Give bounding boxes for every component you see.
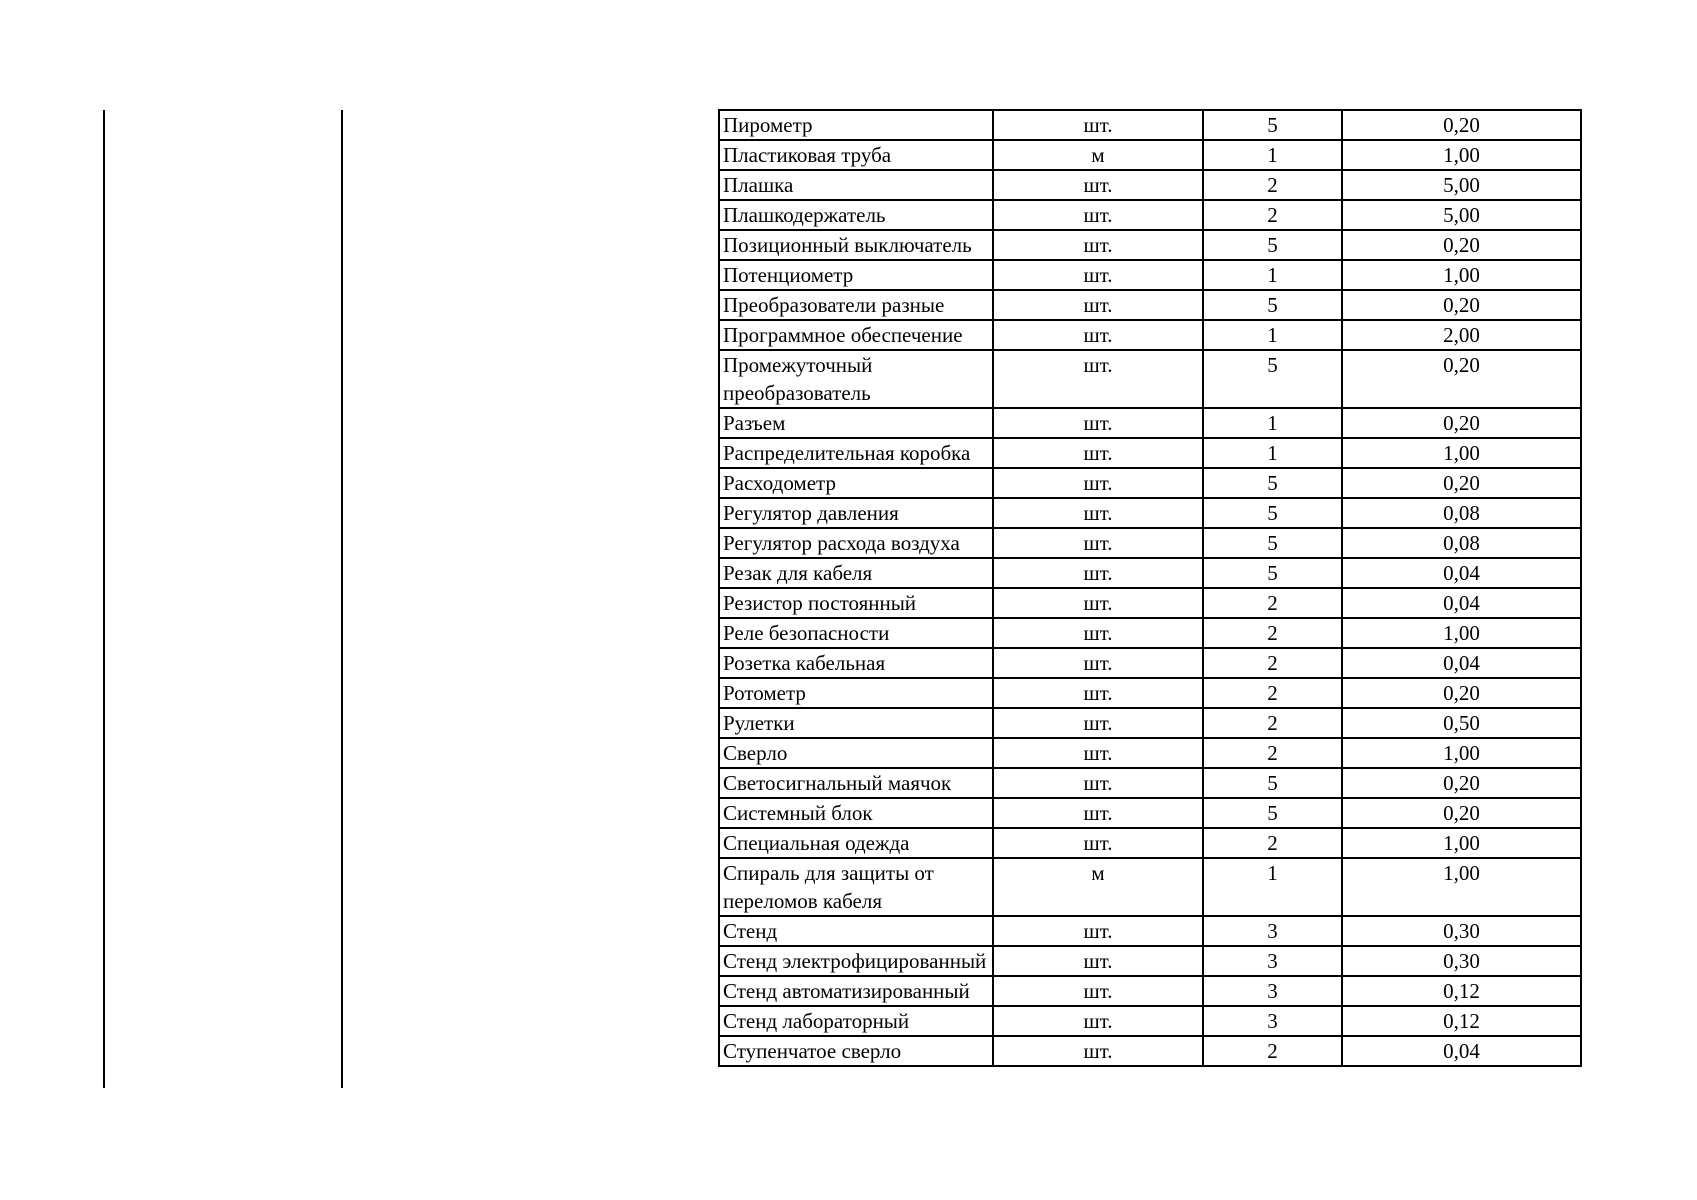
- value-cell: 1,00: [1342, 858, 1581, 916]
- table-row: [719, 678, 1581, 708]
- value-cell: 1,00: [1342, 438, 1581, 468]
- unit-cell: м: [993, 140, 1203, 170]
- unit-cell: шт.: [993, 170, 1203, 200]
- item-name-cell: Стенд: [719, 916, 993, 946]
- item-name-cell: Преобразователи разные: [719, 290, 993, 320]
- unit-cell: шт.: [993, 558, 1203, 588]
- value-cell: 2,00: [1342, 320, 1581, 350]
- item-name-cell: Ротометр: [719, 678, 993, 708]
- middle-column-border: [341, 110, 343, 1088]
- quantity-cell: 1: [1203, 858, 1342, 916]
- unit-cell: шт.: [993, 678, 1203, 708]
- unit-cell: шт.: [993, 798, 1203, 828]
- table-body: [719, 110, 1581, 1066]
- table-row: [719, 260, 1581, 290]
- unit-cell: шт.: [993, 648, 1203, 678]
- quantity-cell: 1: [1203, 260, 1342, 290]
- table-row: [719, 110, 1581, 140]
- value-cell: 0,20: [1342, 408, 1581, 438]
- unit-cell: шт.: [993, 290, 1203, 320]
- quantity-cell: 1: [1203, 320, 1342, 350]
- quantity-cell: 3: [1203, 946, 1342, 976]
- table-row: [719, 798, 1581, 828]
- unit-cell: шт.: [993, 976, 1203, 1006]
- quantity-cell: 2: [1203, 648, 1342, 678]
- item-name-cell: Регулятор давления: [719, 498, 993, 528]
- table-row: [719, 648, 1581, 678]
- quantity-cell: 5: [1203, 558, 1342, 588]
- unit-cell: шт.: [993, 320, 1203, 350]
- unit-cell: шт.: [993, 408, 1203, 438]
- unit-cell: шт.: [993, 708, 1203, 738]
- item-name-cell: Спираль для защиты от переломов кабеля: [719, 858, 993, 916]
- unit-cell: м: [993, 858, 1203, 916]
- quantity-cell: 2: [1203, 618, 1342, 648]
- unit-cell: шт.: [993, 738, 1203, 768]
- table-row: [719, 140, 1581, 170]
- item-name-cell: Регулятор расхода воздуха: [719, 528, 993, 558]
- value-cell: 1,00: [1342, 140, 1581, 170]
- quantity-cell: 2: [1203, 708, 1342, 738]
- table-row: [719, 708, 1581, 738]
- item-name-cell: Стенд автоматизированный: [719, 976, 993, 1006]
- item-name-cell: Розетка кабельная: [719, 648, 993, 678]
- quantity-cell: 3: [1203, 1006, 1342, 1036]
- value-cell: 0,12: [1342, 976, 1581, 1006]
- unit-cell: шт.: [993, 618, 1203, 648]
- quantity-cell: 3: [1203, 916, 1342, 946]
- item-name-cell: Пластиковая труба: [719, 140, 993, 170]
- unit-cell: шт.: [993, 588, 1203, 618]
- item-name-cell: Разъем: [719, 408, 993, 438]
- left-column-border: [103, 110, 105, 1088]
- value-cell: 0,20: [1342, 350, 1581, 408]
- item-name-cell: Распределительная коробка: [719, 438, 993, 468]
- quantity-cell: 5: [1203, 768, 1342, 798]
- equipment-table: [718, 109, 1582, 1067]
- quantity-cell: 3: [1203, 976, 1342, 1006]
- quantity-cell: 5: [1203, 230, 1342, 260]
- item-name-cell: Потенциометр: [719, 260, 993, 290]
- value-cell: 0,50: [1342, 708, 1581, 738]
- table-row: [719, 828, 1581, 858]
- table-row: [719, 1036, 1581, 1066]
- value-cell: 0,20: [1342, 468, 1581, 498]
- quantity-cell: 5: [1203, 110, 1342, 140]
- value-cell: 1,00: [1342, 618, 1581, 648]
- table-row: [719, 468, 1581, 498]
- item-name-cell: Реле безопасности: [719, 618, 993, 648]
- table-row: [719, 558, 1581, 588]
- table-row: [719, 976, 1581, 1006]
- unit-cell: шт.: [993, 260, 1203, 290]
- table-row: [719, 858, 1581, 916]
- table-row: [719, 350, 1581, 408]
- unit-cell: шт.: [993, 946, 1203, 976]
- quantity-cell: 1: [1203, 408, 1342, 438]
- unit-cell: шт.: [993, 528, 1203, 558]
- value-cell: 0,04: [1342, 588, 1581, 618]
- value-cell: 0,12: [1342, 1006, 1581, 1036]
- quantity-cell: 2: [1203, 738, 1342, 768]
- item-name-cell: Плашка: [719, 170, 993, 200]
- unit-cell: шт.: [993, 468, 1203, 498]
- quantity-cell: 5: [1203, 498, 1342, 528]
- table-row: [719, 588, 1581, 618]
- table-row: [719, 916, 1581, 946]
- value-cell: 0,20: [1342, 230, 1581, 260]
- item-name-cell: Промежуточный преобразователь: [719, 350, 993, 408]
- unit-cell: шт.: [993, 768, 1203, 798]
- quantity-cell: 2: [1203, 1036, 1342, 1066]
- value-cell: 5,00: [1342, 170, 1581, 200]
- item-name-cell: Программное обеспечение: [719, 320, 993, 350]
- unit-cell: шт.: [993, 350, 1203, 408]
- table-row: [719, 438, 1581, 468]
- table-row: [719, 290, 1581, 320]
- value-cell: 0,04: [1342, 648, 1581, 678]
- value-cell: 0,20: [1342, 768, 1581, 798]
- value-cell: 0,08: [1342, 528, 1581, 558]
- item-name-cell: Позиционный выключатель: [719, 230, 993, 260]
- value-cell: 1,00: [1342, 828, 1581, 858]
- table-row: [719, 320, 1581, 350]
- item-name-cell: Рулетки: [719, 708, 993, 738]
- unit-cell: шт.: [993, 1036, 1203, 1066]
- item-name-cell: Стенд электрофицированный: [719, 946, 993, 976]
- item-name-cell: Резак для кабеля: [719, 558, 993, 588]
- value-cell: 0,30: [1342, 946, 1581, 976]
- table-row: [719, 230, 1581, 260]
- unit-cell: шт.: [993, 438, 1203, 468]
- unit-cell: шт.: [993, 498, 1203, 528]
- value-cell: 0,30: [1342, 916, 1581, 946]
- quantity-cell: 5: [1203, 528, 1342, 558]
- unit-cell: шт.: [993, 828, 1203, 858]
- quantity-cell: 5: [1203, 798, 1342, 828]
- unit-cell: шт.: [993, 1006, 1203, 1036]
- table-row: [719, 946, 1581, 976]
- item-name-cell: Пирометр: [719, 110, 993, 140]
- value-cell: 1,00: [1342, 738, 1581, 768]
- value-cell: 0,04: [1342, 1036, 1581, 1066]
- table-row: [719, 618, 1581, 648]
- unit-cell: шт.: [993, 110, 1203, 140]
- quantity-cell: 2: [1203, 588, 1342, 618]
- item-name-cell: Сверло: [719, 738, 993, 768]
- table-row: [719, 768, 1581, 798]
- table-row: [719, 408, 1581, 438]
- value-cell: 0,20: [1342, 798, 1581, 828]
- item-name-cell: Специальная одежда: [719, 828, 993, 858]
- quantity-cell: 2: [1203, 170, 1342, 200]
- item-name-cell: Ступенчатое сверло: [719, 1036, 993, 1066]
- value-cell: 0,20: [1342, 110, 1581, 140]
- item-name-cell: Резистор постоянный: [719, 588, 993, 618]
- quantity-cell: 1: [1203, 140, 1342, 170]
- unit-cell: шт.: [993, 230, 1203, 260]
- table-row: [719, 498, 1581, 528]
- item-name-cell: Светосигнальный маячок: [719, 768, 993, 798]
- item-name-cell: Стенд лабораторный: [719, 1006, 993, 1036]
- item-name-cell: Плашкодержатель: [719, 200, 993, 230]
- unit-cell: шт.: [993, 200, 1203, 230]
- item-name-cell: Системный блок: [719, 798, 993, 828]
- quantity-cell: 2: [1203, 828, 1342, 858]
- item-name-cell: Расходометр: [719, 468, 993, 498]
- quantity-cell: 5: [1203, 468, 1342, 498]
- table-row: [719, 1006, 1581, 1036]
- table-row: [719, 738, 1581, 768]
- value-cell: 0,08: [1342, 498, 1581, 528]
- quantity-cell: 2: [1203, 200, 1342, 230]
- table-row: [719, 528, 1581, 558]
- quantity-cell: 5: [1203, 350, 1342, 408]
- table-row: [719, 200, 1581, 230]
- value-cell: 0,20: [1342, 678, 1581, 708]
- value-cell: 1,00: [1342, 260, 1581, 290]
- table-row: [719, 170, 1581, 200]
- value-cell: 0,04: [1342, 558, 1581, 588]
- value-cell: 0,20: [1342, 290, 1581, 320]
- quantity-cell: 5: [1203, 290, 1342, 320]
- quantity-cell: 2: [1203, 678, 1342, 708]
- quantity-cell: 1: [1203, 438, 1342, 468]
- unit-cell: шт.: [993, 916, 1203, 946]
- value-cell: 5,00: [1342, 200, 1581, 230]
